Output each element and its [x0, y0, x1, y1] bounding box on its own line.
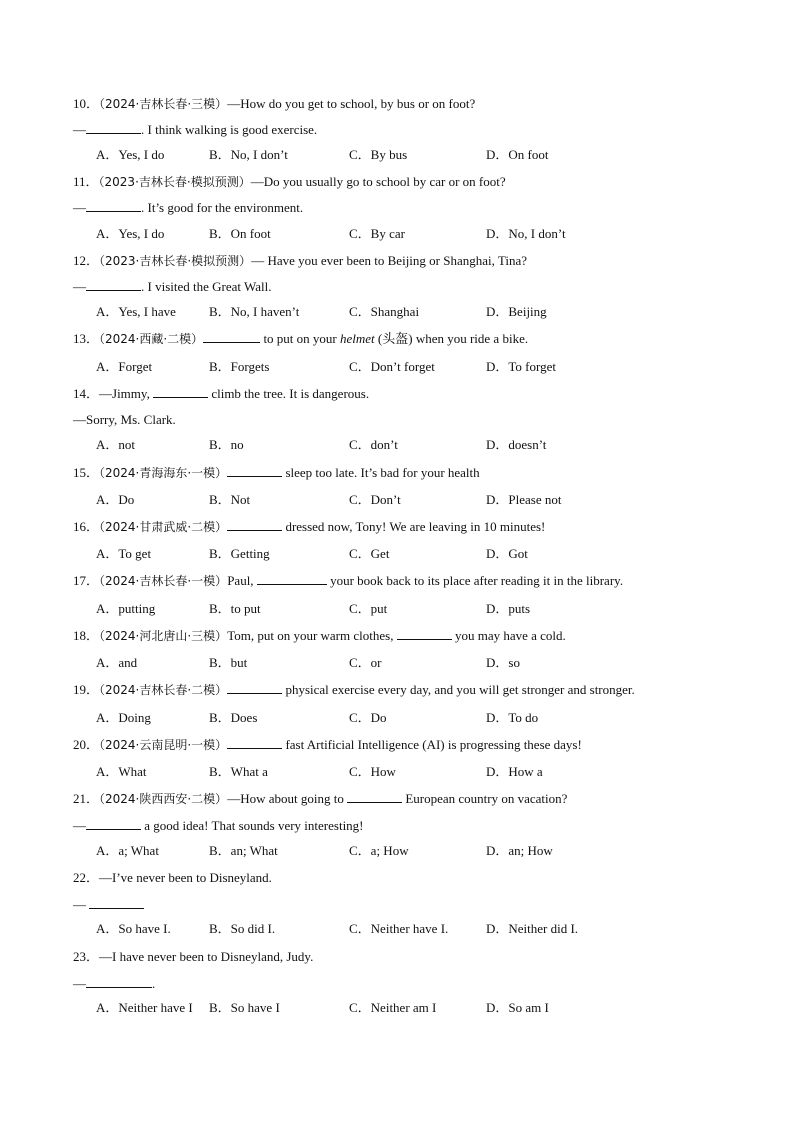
question-text-end: you may have a cold.	[451, 628, 566, 643]
question-10-stem	[73, 96, 475, 112]
answer-blank	[347, 791, 402, 803]
question-source: （2024·吉林长春·二模）	[99, 683, 228, 697]
question-10-options	[96, 147, 736, 163]
question-text: sleep too late. It’s bad for your health	[282, 465, 480, 480]
question-text: — Have you ever been to Beijing or Shanghai, Tina?	[251, 253, 528, 268]
answer-blank	[397, 628, 452, 640]
answer-blank	[89, 897, 144, 909]
question-text-end: climb the tree. It is dangerous.	[208, 386, 370, 401]
question-23-response: — .	[73, 976, 156, 991]
option-c: C．How	[349, 764, 396, 779]
option-d: D．On foot	[486, 147, 549, 162]
option-a: A．Yes, I do	[96, 147, 165, 162]
question-13-stem	[73, 331, 528, 347]
option-d: D．To forget	[486, 359, 556, 374]
question-source: （2024·河北唐山·三模）	[99, 629, 228, 643]
question-number: 23．	[73, 949, 100, 964]
question-text: —Jimmy,	[99, 386, 154, 401]
option-b: B．an; What	[209, 843, 278, 858]
option-c: C．or	[349, 655, 382, 670]
question-21-options	[96, 843, 736, 859]
option-a: A．putting	[96, 601, 156, 616]
question-23-stem	[73, 949, 313, 965]
response-text: —Sorry, Ms. Clark.	[73, 412, 176, 427]
question-22-options	[96, 921, 736, 937]
question-source: （2023·吉林长春·模拟预测）	[98, 175, 251, 189]
question-15-stem	[73, 465, 480, 481]
question-13-options	[96, 359, 736, 375]
question-22-stem	[73, 870, 272, 886]
option-d: D．so	[486, 655, 520, 670]
option-b: B．On foot	[209, 226, 271, 241]
answer-blank	[227, 682, 282, 694]
question-number: 11．	[73, 174, 99, 189]
option-c: C．Do	[349, 710, 387, 725]
question-19-options	[96, 710, 736, 726]
question-source: （2024·吉林长春·三模）	[99, 97, 228, 111]
question-16-stem	[73, 519, 545, 535]
question-14-options	[96, 437, 736, 453]
question-source: （2024·吉林长春·一模）	[99, 574, 228, 588]
question-17-stem	[73, 573, 623, 589]
question-source: （2024·云南昆明·一模）	[99, 738, 228, 752]
question-21-stem	[73, 791, 567, 807]
response-text: . I visited the Great Wall.	[141, 279, 272, 294]
question-text: Paul,	[227, 573, 257, 588]
option-c: C．Get	[349, 546, 390, 561]
question-17-options	[96, 601, 736, 617]
question-16-options	[96, 546, 736, 562]
option-a: A．So have I.	[96, 921, 171, 936]
question-12-options	[96, 304, 736, 320]
answer-blank	[86, 200, 141, 212]
response-text: . I think walking is good exercise.	[141, 122, 318, 137]
option-a: A．Forget	[96, 359, 153, 374]
option-c: C．By bus	[349, 147, 408, 162]
option-d: D．Got	[486, 546, 528, 561]
option-c: C．Shanghai	[349, 304, 420, 319]
option-a: A．Yes, I do	[96, 226, 165, 241]
question-12-stem	[73, 253, 527, 269]
option-a: A．Neither have I	[96, 1000, 193, 1015]
question-text: Tom, put on your warm clothes,	[227, 628, 397, 643]
question-15-options	[96, 492, 736, 508]
question-11-options	[96, 226, 736, 242]
option-b: B．So did I.	[209, 921, 276, 936]
question-21-response: — a good idea! That sounds very interesting!	[73, 818, 364, 833]
answer-blank	[227, 465, 282, 477]
option-b: B．Not	[209, 492, 251, 507]
option-d: D．How a	[486, 764, 543, 779]
option-d: D．an; How	[486, 843, 553, 858]
question-number: 19．	[73, 682, 100, 697]
response-text: . It’s good for the environment.	[141, 200, 304, 215]
option-b: B．No, I don’t	[209, 147, 288, 162]
question-number: 22．	[73, 870, 100, 885]
question-number: 15．	[73, 465, 100, 480]
question-text: to put on your	[260, 331, 340, 346]
question-text: physical exercise every day, and you will get stronger and stronger.	[282, 682, 635, 697]
answer-blank	[257, 573, 327, 585]
question-number: 16．	[73, 519, 100, 534]
answer-blank	[227, 737, 282, 749]
response-prefix: —	[73, 897, 90, 912]
option-c: C．Neither have I.	[349, 921, 449, 936]
option-a: A．What	[96, 764, 147, 779]
question-number: 21．	[73, 791, 100, 806]
option-d: D．No, I don’t	[486, 226, 566, 241]
question-text: —I have never been to Disneyland, Judy.	[99, 949, 314, 964]
response-text: .	[152, 976, 156, 991]
question-text-end: European country on vacation?	[402, 791, 568, 806]
option-b: B．So have I	[209, 1000, 280, 1015]
answer-blank	[227, 519, 282, 531]
question-source: （2023·吉林长春·模拟预测）	[99, 254, 252, 268]
question-text-end: (头盔) when you ride a bike.	[374, 331, 529, 346]
option-b: B．to put	[209, 601, 261, 616]
question-text: —How do you get to school, by bus or on foot?	[227, 96, 476, 111]
option-c: C．Neither am I	[349, 1000, 437, 1015]
answer-blank	[86, 122, 141, 134]
option-b: B．No, I haven’t	[209, 304, 300, 319]
response-text: a good idea! That sounds very interesting!	[141, 818, 364, 833]
option-d: D．So am I	[486, 1000, 549, 1015]
question-12-response: — . I visited the Great Wall.	[73, 279, 272, 294]
option-c: C．Don’t forget	[349, 359, 435, 374]
option-c: C．don’t	[349, 437, 398, 452]
question-number: 20．	[73, 737, 100, 752]
question-20-options	[96, 764, 736, 780]
option-c: C．By car	[349, 226, 405, 241]
question-text: —I’ve never been to Disneyland.	[99, 870, 272, 885]
answer-blank	[203, 331, 260, 343]
option-a: A．not	[96, 437, 136, 452]
question-number: 18．	[73, 628, 100, 643]
option-d: D．puts	[486, 601, 531, 616]
question-14-stem	[73, 386, 369, 402]
question-number: 17．	[73, 573, 100, 588]
italic-word: helmet	[340, 331, 375, 346]
option-a: A．and	[96, 655, 138, 670]
question-10-response: — . I think walking is good exercise.	[73, 122, 318, 137]
answer-blank	[86, 818, 141, 830]
option-d: D．Please not	[486, 492, 562, 507]
option-a: A．Do	[96, 492, 135, 507]
question-source: （2024·青海海东·一模）	[99, 466, 228, 480]
option-a: A．a; What	[96, 843, 159, 858]
question-number: 14．	[73, 386, 100, 401]
option-b: B．Does	[209, 710, 258, 725]
answer-blank	[86, 976, 152, 988]
option-c: C．put	[349, 601, 388, 616]
question-source: （2024·陕西西安·二模）	[99, 792, 228, 806]
question-18-stem	[73, 628, 566, 644]
question-23-options	[96, 1000, 736, 1016]
option-a: A．To get	[96, 546, 152, 561]
option-a: A．Yes, I have	[96, 304, 176, 319]
option-b: B．no	[209, 437, 244, 452]
question-11-response: — . It’s good for the environment.	[73, 200, 304, 215]
option-c: C．a; How	[349, 843, 409, 858]
question-text: dressed now, Tony! We are leaving in 10 minutes!	[282, 519, 546, 534]
option-b: B．but	[209, 655, 248, 670]
option-d: D．Beijing	[486, 304, 547, 319]
question-14-response	[73, 412, 176, 428]
question-number: 13．	[73, 331, 100, 346]
option-b: B．Forgets	[209, 359, 270, 374]
question-22-response	[73, 897, 144, 913]
question-number: 12．	[73, 253, 100, 268]
option-d: D．Neither did I.	[486, 921, 579, 936]
option-a: A．Doing	[96, 710, 151, 725]
option-d: D．doesn’t	[486, 437, 547, 452]
question-source: （2024·甘肃武威·二模）	[99, 520, 228, 534]
option-d: D．To do	[486, 710, 539, 725]
question-text: —Do you usually go to school by car or on foot?	[250, 174, 506, 189]
question-number: 10．	[73, 96, 100, 111]
question-text: —How about going to	[227, 791, 348, 806]
option-b: B．What a	[209, 764, 268, 779]
option-c: C．Don’t	[349, 492, 401, 507]
question-18-options	[96, 655, 736, 671]
question-11-stem	[73, 174, 506, 190]
option-b: B．Getting	[209, 546, 270, 561]
answer-blank	[86, 279, 141, 291]
question-19-stem	[73, 682, 635, 698]
question-20-stem	[73, 737, 582, 753]
question-source: （2024·西藏·二模）	[99, 332, 204, 346]
question-text-end: your book back to its place after reading it in the library.	[326, 573, 624, 588]
answer-blank	[153, 386, 208, 398]
question-text: fast Artificial Intelligence (AI) is progressing these days!	[282, 737, 582, 752]
